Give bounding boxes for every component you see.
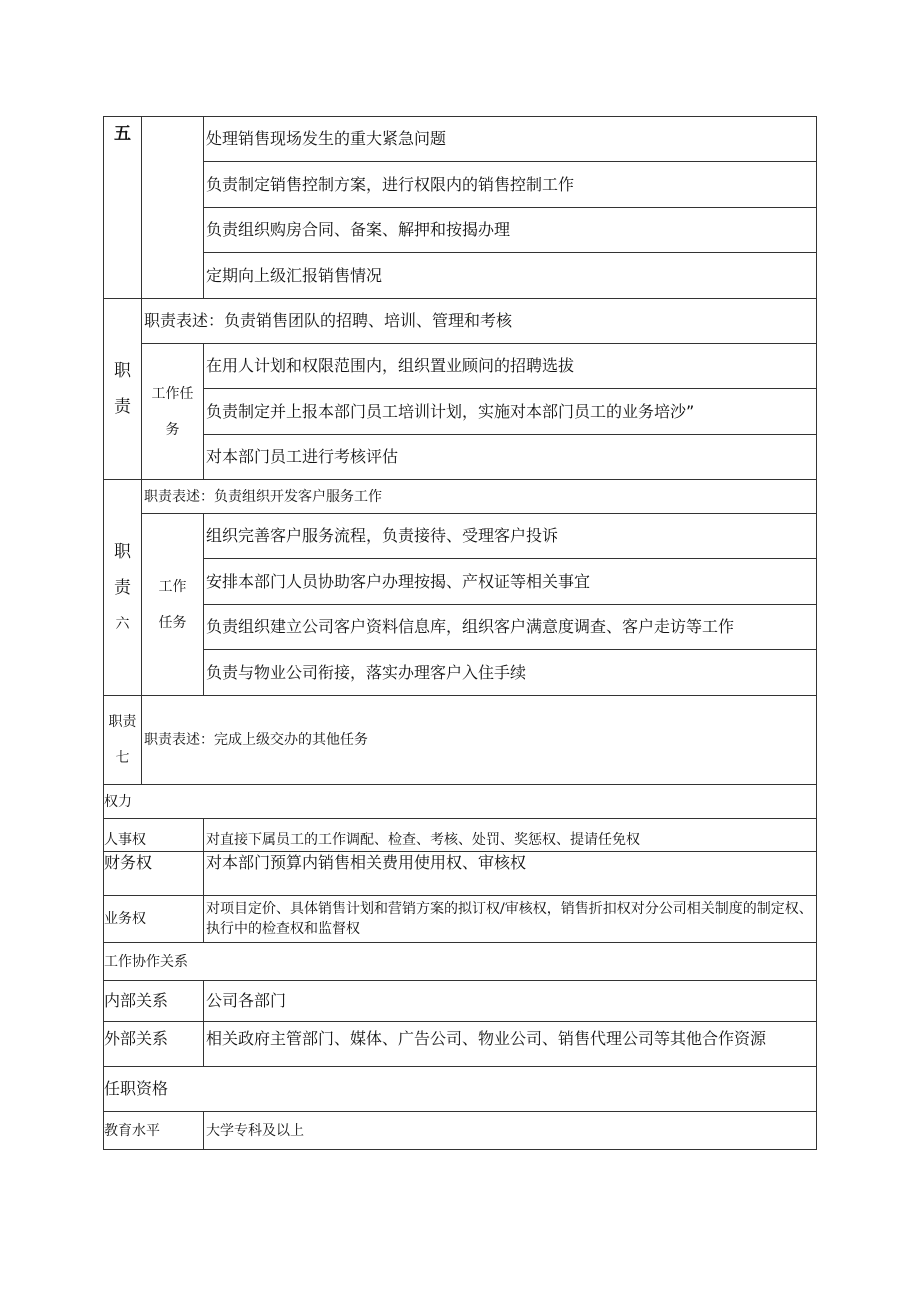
task-cell: 负责制定并上报本部门员工培训计划，实施对本部门员工的业务培沙”	[204, 389, 817, 435]
table-row	[104, 981, 817, 1022]
job-description-document	[103, 116, 817, 1150]
responsibility-table	[103, 116, 817, 1150]
authority-value: 对直接下属员工的工作调配、检查、考核、处罚、奖惩权、提请任免权	[204, 819, 817, 852]
table-row	[104, 943, 817, 981]
section-5-label: 五	[104, 117, 142, 299]
authority-label: 人事权	[104, 819, 204, 852]
qualification-value: 大学专科及以上	[204, 1112, 817, 1150]
table-row	[104, 514, 817, 559]
section-6-sublabel-line2: 任务	[158, 614, 187, 631]
task-cell: 安排本部门人员协助客户办理按揭、产权证等相关事宜	[204, 559, 817, 605]
table-row	[104, 389, 817, 435]
table-row	[104, 650, 817, 696]
table-row	[104, 162, 817, 208]
qualification-label: 教育水平	[104, 1112, 204, 1150]
table-row	[104, 299, 817, 344]
section-6-label-line3: 六	[115, 615, 130, 632]
authority-value: 对本部门预算内销售相关费用使用权、审核权	[204, 852, 817, 896]
section-7-label-line1: 职责	[108, 714, 137, 730]
section-a-description: 职责表述：负责销售团队的招聘、培训、管理和考核	[142, 299, 817, 344]
table-row	[104, 253, 817, 299]
table-row	[104, 559, 817, 605]
section-6-label-line2: 责	[114, 577, 131, 598]
relations-value: 相关政府主管部门、媒体、广告公司、物业公司、销售代理公司等其他合作资源	[204, 1022, 817, 1067]
qualifications-heading: 任职资格	[104, 1067, 817, 1112]
section-a-label	[104, 299, 142, 480]
task-cell: 负责组织购房合同、备案、解押和按揭办理	[204, 208, 817, 253]
section-7-description: 职责表述：完成上级交办的其他任务	[142, 696, 817, 785]
task-cell: 组织完善客户服务流程，负责接待、受理客户投诉	[204, 514, 817, 559]
authority-value: 对项目定价、具体销售计划和营销方案的拟订权/审核权，销售折扣权对分公司相关制度的制定权、执行中的检查权和监督权	[204, 896, 817, 943]
section-5-empty-cell	[142, 117, 204, 299]
table-row	[104, 208, 817, 253]
section-a-label-line1: 职	[114, 361, 131, 381]
table-row	[104, 852, 817, 896]
authority-label: 业务权	[104, 896, 204, 943]
table-row	[104, 896, 817, 943]
table-row	[104, 819, 817, 852]
section-7-label-line2: 七	[115, 750, 130, 766]
relations-value: 公司各部门	[204, 981, 817, 1022]
authority-label: 财务权	[104, 852, 204, 896]
authority-heading: 权力	[104, 785, 817, 819]
section-6-label	[104, 480, 142, 696]
table-row	[104, 1112, 817, 1150]
section-a-label-line2: 责	[114, 397, 131, 417]
task-cell: 对本部门员工进行考核评估	[204, 435, 817, 480]
table-row	[104, 696, 817, 785]
task-cell: 负责与物业公司衔接，落实办理客户入住手续	[204, 650, 817, 696]
relations-label: 外部关系	[104, 1022, 204, 1067]
table-row	[104, 785, 817, 819]
section-a-sublabel	[142, 344, 204, 480]
section-a-sublabel-line1: 工作任	[151, 385, 194, 402]
task-cell: 处理销售现场发生的重大紧急问题	[204, 117, 817, 162]
task-cell: 负责制定销售控制方案，进行权限内的销售控制工作	[204, 162, 817, 208]
task-cell: 定期向上级汇报销售情况	[204, 253, 817, 299]
table-row	[104, 117, 817, 162]
section-6-description: 职责表述：负责组织开发客户服务工作	[142, 480, 817, 514]
table-row	[104, 1022, 817, 1067]
task-cell: 在用人计划和权限范围内，组织置业顾问的招聘选拔	[204, 344, 817, 389]
section-6-sublabel	[142, 514, 204, 696]
table-row	[104, 480, 817, 514]
relations-label: 内部关系	[104, 981, 204, 1022]
table-row	[104, 1067, 817, 1112]
task-cell: 负责组织建立公司客户资料信息库，组织客户满意度调查、客户走访等工作	[204, 605, 817, 650]
table-row	[104, 435, 817, 480]
section-6-sublabel-line1: 工作	[158, 578, 187, 595]
section-a-sublabel-line2: 务	[165, 421, 180, 438]
section-6-label-line1: 职	[114, 541, 131, 562]
section-7-label	[104, 696, 142, 785]
table-row	[104, 344, 817, 389]
relations-heading: 工作协作关系	[104, 943, 817, 981]
table-row	[104, 605, 817, 650]
